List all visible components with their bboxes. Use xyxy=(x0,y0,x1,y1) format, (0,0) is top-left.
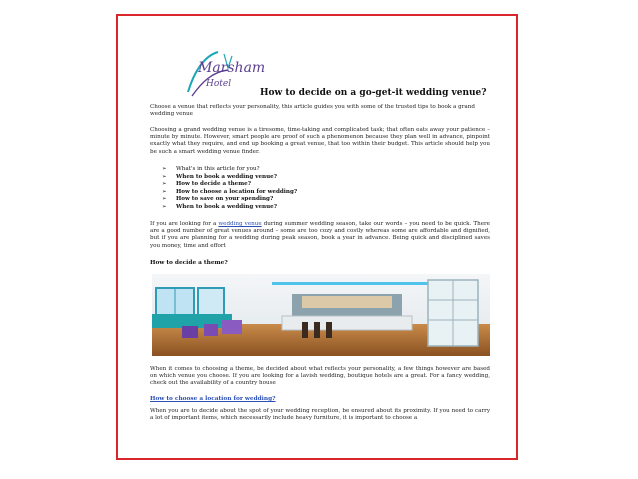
toc-item-label: When to book a wedding venue? xyxy=(176,203,277,210)
paragraph-1: Choosing a grand wedding venue is a tiresome, time-taking and complicated task; that often eats away your patience – minute by minute. However, smart people are proof of such a phenomenon because they plan well in advance, pinpoint exactly what they require, and end up booking a great venue, that too within their budget. This article should help you be such a smart wedding venue finder. xyxy=(150,127,490,155)
paragraph-3: When it comes to choosing a theme, be decided about what reflects your personality, a few things however are based on which venue you choose. If you are looking for a lavish wedding, boutique hotels are a great. For a fancy wedding, check out the availability of a country house xyxy=(150,366,490,387)
toc-item xyxy=(162,166,297,174)
wedding-venue-link[interactable]: wedding venue xyxy=(218,221,262,227)
heading-location-link[interactable]: How to choose a location for wedding? xyxy=(150,396,276,402)
heading-theme: How to decide a theme? xyxy=(150,260,228,266)
arrow-bullet-icon: ➢ xyxy=(162,188,167,195)
arrow-bullet-icon: ➢ xyxy=(162,166,167,172)
toc-item xyxy=(162,174,297,182)
article-toc xyxy=(162,166,297,212)
venue-photo xyxy=(152,274,490,356)
arrow-bullet-icon: ➢ xyxy=(162,203,167,210)
toc-item-label: What's in this article for you? xyxy=(176,166,260,172)
paragraph-2: If you are looking for a wedding venue during summer wedding season, take our words – you need to be quick. There are a good number of great venues around – some are too cozy and costly whereas some are affordable and dignified, but if you are planning for a wedding during peak season, book a year in advance. Being quick and disciplined saves you money, time and effort xyxy=(150,221,490,249)
document-page xyxy=(116,14,518,460)
svg-text:Marsham: Marsham xyxy=(198,60,266,76)
toc-item-label: How to decide a theme? xyxy=(176,181,251,188)
toc-item xyxy=(162,181,297,189)
paragraph-4: When you are to decide about the spot of your wedding reception, be ensured about its proximity. If you need to carry a lot of important items, which necessarily include heavy furniture, it is important to choose a xyxy=(150,408,490,422)
toc-item-label: How to choose a location for wedding? xyxy=(176,188,298,195)
page-title: How to decide on a go-get-it wedding venue? xyxy=(260,88,487,98)
svg-text:Hotel: Hotel xyxy=(206,79,232,89)
intro-paragraph: Choose a venue that reflects your personality, this article guides you with some of the trusted tips to book a grand wedding venue xyxy=(150,104,475,118)
toc-item-label: How to save on your spending? xyxy=(176,196,274,203)
arrow-bullet-icon: ➢ xyxy=(162,181,167,188)
toc-item-label: When to book a wedding venue? xyxy=(176,173,277,180)
toc-item xyxy=(162,204,297,212)
arrow-bullet-icon: ➢ xyxy=(162,196,167,203)
marsham-hotel-logo xyxy=(184,42,266,102)
arrow-bullet-icon: ➢ xyxy=(162,173,167,180)
toc-item xyxy=(162,196,297,204)
toc-item xyxy=(162,189,297,197)
